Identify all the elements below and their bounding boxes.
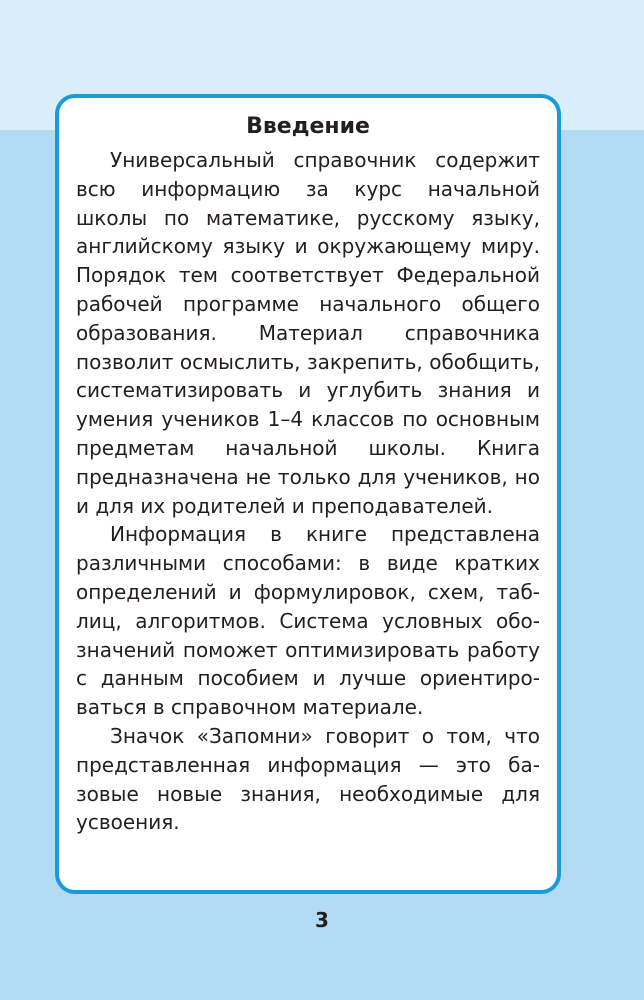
introduction-card: [55, 94, 561, 894]
paragraph: Универсальный справочник содержит всю информацию за курс начальной школы по математике, русскому языку, английскому языку и окружающему миру. Порядок тем соответствует Федеральной рабочей программе начального общего образования. Материал справочника позволит осмыслить, закрепить, обобщить, систематизировать и углубить знания и умения учеников 1–4 классов по основным предметам начальной школы. Книга предназначена не только для учеников, но и для их родителей и преподавателей.: [76, 148, 540, 518]
paragraph: Значок «Запомни» говорит о том, что представленная информация — это базовые новые знания, необходимые для усвоения.: [76, 723, 540, 835]
page-title: Введение: [246, 114, 370, 139]
page-number: 3: [315, 908, 329, 932]
paragraph: Информация в книге представлена различными способами: в виде кратких определений и формулировок, схем, таблиц, алгоритмов. Система условных обозначений поможет оптимизировать работу с данным пособием и лучше ориентироваться в справочном материале.: [76, 522, 540, 720]
